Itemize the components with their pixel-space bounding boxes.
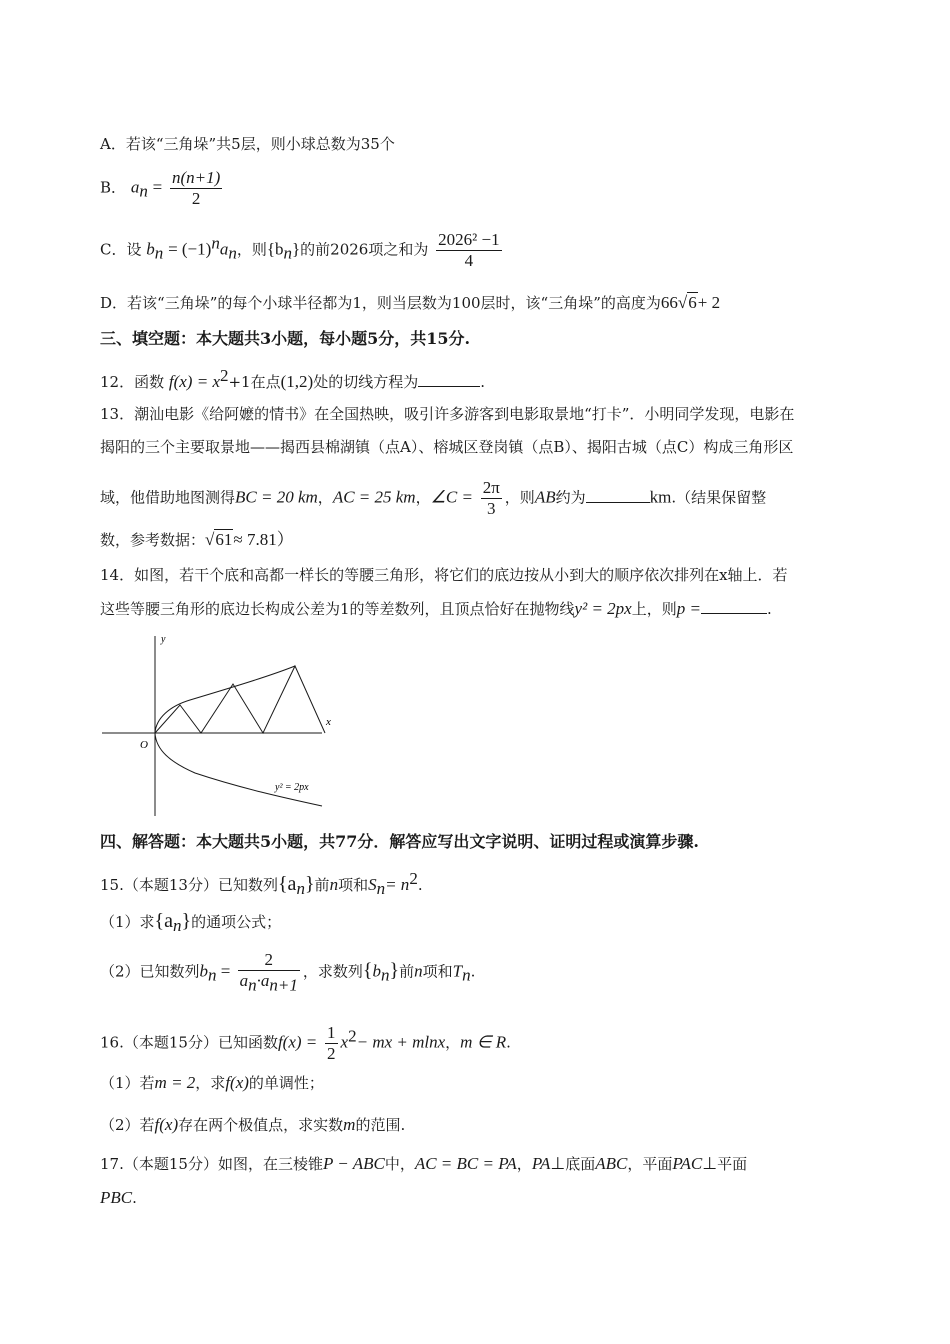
q14-line2: [100, 599, 772, 619]
q15-an: {a: [277, 873, 297, 895]
q15-S: S: [368, 875, 377, 894]
q13-num: 2π: [482, 478, 500, 497]
q16-p1a: （1）若: [100, 1074, 155, 1092]
q17-eqs: AC = BC = PA: [414, 1154, 517, 1173]
q15-Tsub: n: [462, 965, 471, 985]
option-c: [100, 230, 505, 271]
q17-perp2: ⊥: [702, 1154, 718, 1173]
q16-head: [100, 1023, 511, 1064]
option-c-set: {b: [266, 239, 284, 259]
q15-p1-setsub: n: [173, 916, 182, 935]
q16-den: 2: [327, 1044, 336, 1063]
option-d-formula-b: + 2: [697, 293, 721, 312]
option-d: [100, 293, 720, 313]
q16-rest: x: [340, 1032, 349, 1052]
q13-l3b: ，则: [504, 488, 535, 507]
q15-part1: [100, 911, 281, 936]
q13-l4a: 数，参考数据：: [100, 531, 206, 549]
q13-bc: BC = 20 km: [235, 487, 318, 507]
q17-l1c: ，: [516, 1155, 532, 1173]
option-c-a: a: [219, 239, 229, 259]
option-d-formula-a: 66: [660, 293, 678, 312]
q17-l1b: 中，: [384, 1155, 415, 1173]
q13-den: 3: [487, 499, 496, 518]
option-c-t3: ，则: [236, 240, 267, 259]
q17-perp: ⊥: [550, 1154, 566, 1173]
q15-fraction: [238, 950, 300, 995]
option-c-num: 2026² −1: [438, 230, 500, 249]
q16-rest2: − mx + mlnx: [356, 1032, 446, 1052]
q13-l3a: 域，他借助地图测得: [100, 488, 236, 507]
q13-approx: ≈ 7.81）: [233, 530, 294, 549]
q15-num: 2: [238, 950, 300, 971]
option-c-exp: n: [211, 233, 220, 253]
option-c-setclose: }: [292, 239, 301, 259]
q16-fraction: [325, 1023, 338, 1064]
q15-exp: 2: [409, 869, 418, 888]
q15-part2: （2）已知数列$b_n$ = $\frac{2}{a_n\cdot a_{n+1}}$ ，求数列$\{b_n\}$前n项和$T_n$.: [100, 950, 476, 995]
q13-angle: ∠C =: [430, 487, 473, 507]
q15-p2a: （2）已知数列: [100, 962, 200, 981]
q13-line1: 13．潮汕电影《给阿嬷的情书》在全国热映，吸引许多游客到电影取景地“打卡”．小明同学发现，电影在: [100, 405, 795, 423]
q15-end: .: [417, 876, 423, 894]
q12-fx: f(x) = x: [168, 372, 220, 391]
q14-answer-blank: [701, 599, 767, 614]
isosceles-triangles: [155, 666, 325, 733]
q16-p2a: （2）若: [100, 1116, 155, 1134]
q16-fx: f(x) =: [277, 1032, 318, 1052]
option-b-lhs: a: [130, 177, 140, 197]
option-b-num: n(n+1): [171, 168, 221, 187]
q15-p1-set: {a: [154, 910, 174, 932]
option-b: [100, 168, 225, 209]
q15-p1-setclose: }: [181, 910, 192, 932]
q15-bset-sub: n: [381, 965, 390, 985]
q12-text3: 处的切线方程为: [313, 373, 419, 391]
q16-m: m ∈ R: [460, 1032, 507, 1052]
q16-part1: [100, 1073, 324, 1093]
q15-eq: = n: [385, 875, 410, 894]
section-4-title: 四、解答题：本大题共5小题，共77分．解答应写出文字说明、证明过程或演算步骤.: [100, 832, 699, 851]
y-axis-label: y: [161, 634, 166, 645]
q13-line2: 揭阳的三个主要取景地——揭西县棉湖镇（点A）、榕城区登岗镇（点B）、揭阳古城（点C）构成三角形区: [100, 438, 794, 456]
q14-end: .: [766, 600, 772, 618]
q14-l2b: 上，则: [631, 600, 677, 618]
q16-head-text: 16.（本题15分）已知函数: [100, 1033, 278, 1052]
q16-p2f: f(x): [154, 1115, 179, 1134]
q12-text1: 12．函数: [100, 373, 165, 391]
q13-km: km: [649, 487, 672, 507]
q15-densub1: n: [248, 975, 257, 995]
q16-p1c: 的单调性；: [248, 1074, 324, 1092]
q17-l1a: 17.（本题15分）如图，在三棱锥: [100, 1155, 323, 1173]
parabola-lower-branch: [155, 733, 322, 806]
q17-l2: PBC: [100, 1188, 133, 1207]
q15-p2c: 前: [399, 962, 415, 981]
option-b-den: 2: [191, 189, 201, 208]
q14-eq: y² = 2px: [574, 599, 632, 618]
option-d-formula-sqrt: 6: [688, 293, 697, 312]
option-c-label: C．: [100, 240, 127, 259]
option-c-b: b: [146, 239, 155, 259]
q15-bset-close: }: [389, 959, 400, 982]
q15-bset-b: b: [372, 961, 381, 981]
question-12: [100, 366, 485, 392]
option-d-label: D．: [100, 294, 128, 312]
curve-label: y² = 2px: [275, 782, 309, 793]
q13-sep2: ，: [415, 488, 431, 507]
q12-end: .: [480, 373, 485, 391]
option-a-text: 若该“三角垛”共5层，则小球总数为35个: [125, 135, 395, 153]
section-3-title: 三、填空题：本大题共3小题，每小题5分，共15分.: [100, 329, 471, 348]
option-b-sub: n: [139, 181, 148, 201]
q17-line2: [100, 1188, 137, 1208]
q16-p1f: f(x): [225, 1073, 249, 1092]
q17-end: .: [132, 1189, 137, 1207]
q17-pac: PAC: [672, 1154, 703, 1173]
q13-fraction: [481, 478, 502, 519]
q15-p1a: （1）求: [100, 913, 155, 931]
q16-p2c: 的范围.: [355, 1116, 406, 1134]
q15-bnsub: n: [208, 965, 217, 985]
q15-mid: 前: [314, 876, 330, 894]
q13-line3: [100, 478, 766, 519]
q15-bn: b: [199, 961, 209, 981]
q17-l1d: 底面: [565, 1155, 596, 1173]
option-b-fraction: [170, 168, 222, 209]
q15-p1b: 的通项公式；: [191, 913, 282, 931]
origin-label: O: [140, 739, 148, 751]
option-d-text: 若该“三角垛”的每个小球半径都为1，则当层数为100层时，该“三角垛”的高度为: [127, 294, 661, 312]
q17-pa: PA: [531, 1154, 551, 1173]
q15-bset: {: [362, 959, 373, 982]
option-c-t1: 设: [126, 240, 142, 259]
q15-p2d: 项和: [422, 962, 453, 981]
option-c-setsub: n: [283, 243, 292, 263]
option-c-asub: n: [228, 243, 237, 263]
sqrt-sign-61: √: [205, 530, 215, 549]
q17-pabc: P − ABC: [322, 1154, 385, 1173]
q12-answer-blank: [418, 372, 480, 387]
q16-p1m: m = 2: [154, 1073, 196, 1092]
x-axis-label: x: [326, 716, 331, 728]
q13-ab: AB: [534, 487, 556, 507]
q17-line1: [100, 1154, 747, 1174]
q15-mid2: 项和: [338, 876, 369, 894]
q16-num: 1: [327, 1023, 336, 1042]
q15-Ssub: n: [376, 879, 386, 898]
option-a: [100, 134, 395, 154]
q15-ansub: n: [296, 879, 305, 898]
q13-sep1: ，: [317, 488, 333, 507]
option-c-fraction: [436, 230, 501, 271]
sqrt-sign: √: [677, 293, 688, 312]
q15-densub2: n+1: [269, 975, 298, 995]
q16-restexp: 2: [348, 1026, 357, 1046]
q13-line4: [100, 530, 294, 550]
q14-p: p =: [676, 599, 701, 618]
q13-root: 61: [215, 530, 233, 549]
q15-dendot: ·a: [256, 971, 270, 990]
q15-head: [100, 869, 423, 899]
option-b-eq: =: [152, 177, 163, 197]
option-c-t4: 的前2026项之和为: [300, 240, 429, 259]
q15-p2-n: n: [414, 961, 423, 981]
q15-den: a: [239, 971, 249, 990]
q17-l1f: 平面: [717, 1155, 748, 1173]
q13-ac: AC = 25 km: [332, 487, 416, 507]
q13-answer-blank: [586, 488, 650, 503]
option-b-label: B．: [100, 178, 127, 197]
q15-anclose: }: [304, 873, 315, 895]
option-c-t2: = (−1): [168, 239, 212, 259]
option-c-bsub: n: [154, 243, 164, 263]
q12-text2: +1在点: [228, 373, 281, 391]
option-a-label: A．: [100, 135, 126, 153]
q16-p1b: ，求: [195, 1074, 226, 1092]
q15-T: T: [452, 961, 463, 981]
q15-head-text: 15.（本题13分）已知数列: [100, 876, 278, 894]
option-c-den: 4: [464, 251, 474, 270]
q12-point: (1,2): [280, 372, 314, 391]
parabola-upper-branch: [155, 666, 295, 733]
q13-l3c: 约为: [555, 488, 586, 507]
q15-p2e: .: [470, 962, 476, 981]
q13-l3d: .（结果保留整: [671, 488, 767, 507]
parabola-figure: [100, 628, 345, 820]
q16-sep: ，: [445, 1033, 461, 1052]
q16-p2m: m: [343, 1115, 356, 1134]
q17-abc: ABC: [595, 1154, 628, 1173]
q16-part2: [100, 1115, 405, 1135]
q16-end: .: [506, 1033, 511, 1052]
q14-line1: 14．如图，若干个底和高都一样长的等腰三角形，将它们的底边按从小到大的顺序依次排列在x轴上．若: [100, 566, 788, 584]
q12-sq: 2: [219, 366, 229, 385]
q16-p2b: 存在两个极值点，求实数: [178, 1116, 344, 1134]
q15-p2b: ，求数列: [302, 962, 363, 981]
q15-n: n: [329, 875, 339, 894]
q17-l1e: ，平面: [627, 1155, 673, 1173]
q14-l2a: 这些等腰三角形的底边长构成公差为1的等差数列，且顶点恰好在抛物线: [100, 600, 575, 618]
